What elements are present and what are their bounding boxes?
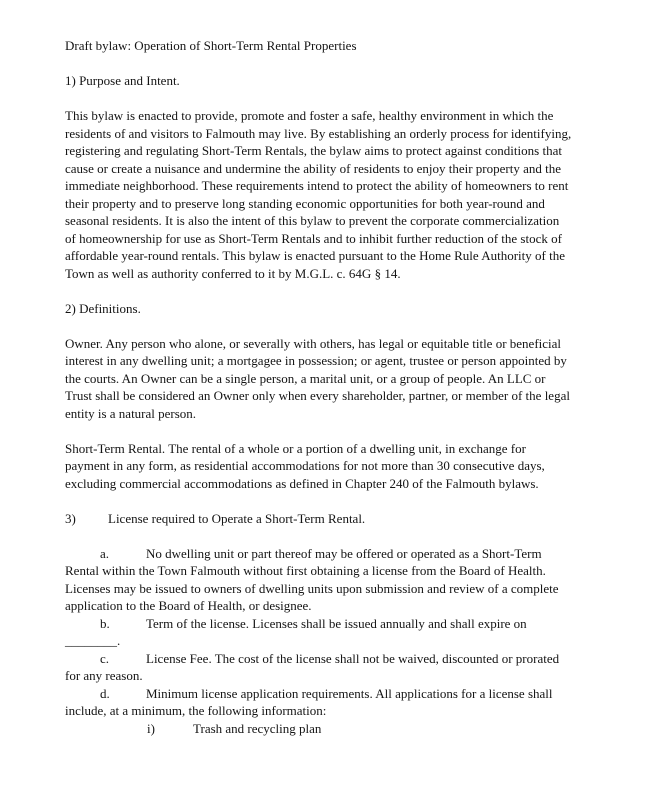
paragraph-line: payment in any form, as residential accommodations for not more than 30 consecutive days, [65,458,545,473]
paragraph-line: Licenses may be issued to owners of dwelling units upon submission and review of a complete [65,580,559,596]
section-3-heading-text: License required to Operate a Short-Term Rental. [108,510,366,526]
blank-line [65,527,592,545]
section-3-heading [65,510,592,528]
section-2-heading: 2) Definitions. [65,300,141,316]
item-d-text: Minimum license application requirements. All applications for a license shall [146,685,553,701]
blank-line [65,282,592,300]
paragraph-line: Short-Term Rental. The rental of a whole or a portion of a dwelling unit, in exchange for [65,440,526,456]
paragraph-line: Rental within the Town Falmouth without first obtaining a license from the Board of Health. [65,563,546,578]
paragraph-line: entity is a natural person. [65,405,197,421]
blank-line [65,422,592,440]
paragraph-line: registering and regulating Short-Term Rentals, the bylaw aims to protect against conditions that [65,143,562,158]
paragraph-line: Owner. Any person who alone, or severally with others, has legal or equitable title or beneficial [65,335,562,351]
short-term-rental-definition-paragraph [65,440,592,493]
blank-line [65,492,592,510]
item-i-text: Trash and recycling plan [193,720,322,736]
paragraph-line: of homeownership for use as Short-Term Rentals and to inhibit further reduction of the stock of [65,230,562,246]
document-title: Draft bylaw: Operation of Short-Term Rental Properties [65,38,357,53]
paragraph-line: seasonal residents. It is also the intent of this bylaw to prevent the corporate commercialization [65,213,560,228]
license-item-i [65,720,592,738]
paragraph-line: interest in any dwelling unit; a mortgagee in possession; or agent, trustee or person appointed by [65,353,567,368]
paragraph-line: This bylaw is enacted to provide, promote and foster a safe, healthy environment in which the [65,108,554,123]
paragraph-line: Town as well as authority conferred to it by M.G.L. c. 64G § 14. [65,265,401,281]
item-b-label: b. [100,615,110,631]
item-a-text: No dwelling unit or part thereof may be offered or operated as a Short-Term [146,545,542,561]
item-c-label: c. [100,650,110,666]
blank-line [65,90,592,108]
purpose-paragraph [65,107,592,282]
item-i-label: i) [147,720,155,736]
license-item-b [65,615,592,650]
paragraph-line: include, at a minimum, the following information: [65,703,327,718]
paragraph-line: immediate neighborhood. These requirements intend to protect the ability of homeowners to rent [65,178,569,193]
blank-fill-line: ________. [65,633,121,648]
paragraph-line: residents of and visitors to Falmouth may live. By establishing an orderly process for identifying, [65,125,572,141]
blank-line [65,317,592,335]
license-item-c [65,650,592,685]
paragraph-line: their property and to preserve long standing economic opportunities for both year-round and [65,195,545,211]
paragraph-line: the courts. An Owner can be a single person, a marital unit, or a group of people. An LLC or [65,370,546,386]
paragraph-line: excluding commercial accommodations as defined in Chapter 240 of the Falmouth bylaws. [65,475,539,491]
section-1-heading: 1) Purpose and Intent. [65,73,180,88]
paragraph-line: Trust shall be considered an Owner only when every shareholder, partner, or member of the legal [65,388,570,403]
list-item-first-line [65,650,592,668]
license-item-a [65,545,592,615]
item-a-label: a. [100,545,110,561]
paragraph-line: affordable year-round rentals. This bylaw is enacted pursuant to the Home Rule Authority of the [65,248,565,263]
section-3-number: 3) [65,510,76,526]
item-b-text: Term of the license. Licenses shall be issued annually and shall expire on [146,615,527,631]
list-item-first-line [65,545,592,563]
paragraph-line: application to the Board of Health, or designee. [65,598,312,613]
paragraph-line: for any reason. [65,668,143,683]
license-item-d [65,685,592,720]
blank-line [65,55,592,73]
list-item-first-line [65,685,592,703]
item-c-text: License Fee. The cost of the license shall not be waived, discounted or prorated [146,650,560,666]
list-item-first-line [65,615,592,633]
paragraph-line: cause or create a nuisance and undermine the ability of residents to enjoy their property and the [65,160,561,176]
owner-definition-paragraph [65,335,592,423]
item-d-label: d. [100,685,110,701]
